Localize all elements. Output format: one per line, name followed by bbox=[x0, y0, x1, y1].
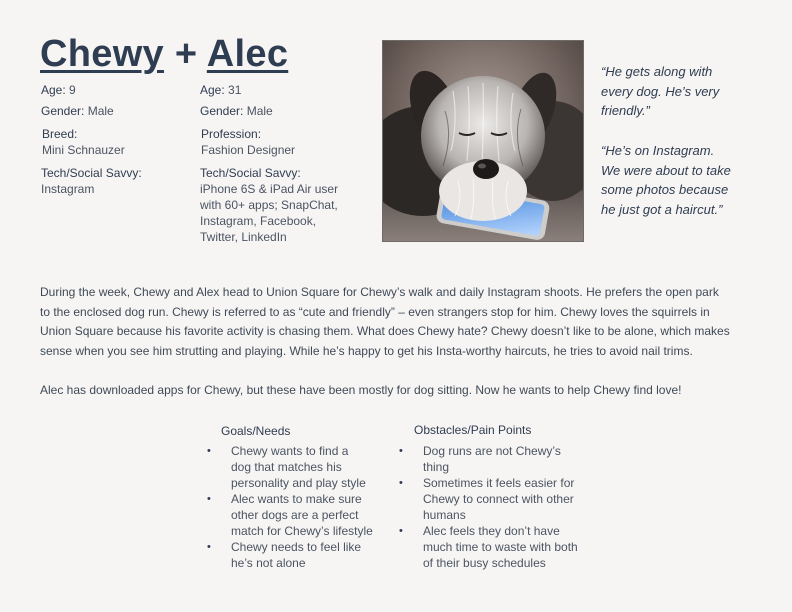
chewy-age bbox=[41, 82, 76, 98]
quote-2-line-4: he just got a haircut.” bbox=[601, 201, 723, 217]
bullet-icon: • bbox=[399, 445, 403, 457]
bullet-icon: • bbox=[399, 525, 403, 537]
goals-list bbox=[207, 443, 387, 571]
obstacle-2-line-3: humans bbox=[423, 508, 466, 522]
obstacle-3-line-2: much time to waste with both bbox=[423, 540, 578, 554]
goal-3-line-1: Chewy needs to feel like bbox=[231, 540, 362, 554]
obstacle-3-line-3: of their busy schedules bbox=[423, 556, 546, 570]
alec-tech-line-3: Instagram, Facebook, bbox=[200, 214, 317, 228]
obstacles-list bbox=[399, 443, 599, 571]
chewy-tech-value: Instagram bbox=[41, 182, 95, 196]
quote-2-line-3: some photos because bbox=[601, 182, 729, 197]
obstacles-heading: Obstacles/Pain Points bbox=[414, 423, 532, 437]
goal-3-line-2: he’s not alone bbox=[231, 556, 306, 570]
page-title bbox=[40, 32, 288, 76]
chewy-gender-label: Gender: bbox=[41, 104, 85, 118]
quote-1-line-2: every dog. He’s very bbox=[601, 83, 720, 99]
alec-gender-value: Male bbox=[246, 104, 273, 118]
chewy-tech bbox=[41, 165, 142, 197]
alec-age-value: 31 bbox=[228, 83, 242, 97]
chewy-gender bbox=[41, 103, 114, 119]
chewy-breed-value: Mini Schnauzer bbox=[42, 143, 125, 157]
alec-tech bbox=[200, 165, 338, 245]
bullet-icon: • bbox=[207, 493, 211, 505]
description-line-1: During the week, Chewy and Alex head to Union Square for Chewy’s walk and daily Instagram shoots. He prefers the open park bbox=[40, 285, 719, 299]
alec-age-label: Age: bbox=[200, 83, 225, 97]
alec-tech-line-1: iPhone 6S & iPad Air user bbox=[200, 182, 339, 196]
chewy-breed bbox=[42, 126, 125, 158]
list-item bbox=[399, 443, 599, 475]
quote-1 bbox=[601, 62, 771, 121]
list-item bbox=[399, 523, 599, 571]
description-paragraph bbox=[40, 283, 756, 361]
dog-photo-illustration bbox=[383, 41, 583, 241]
description-line-4: sense when you see him strutting and playing. While he’s happy to get his Insta-worthy haircuts, he tries to avoid nail trims. bbox=[40, 343, 693, 358]
goal-2-line-3: match for Chewy’s lifestyle bbox=[231, 524, 373, 538]
obstacle-2-line-1: Sometimes it feels easier for bbox=[423, 476, 575, 490]
description-line-2: to the enclosed dog run. Chewy is referred to as “cute and friendly” – even strangers stop for him. Chewy loves the squirrels in bbox=[40, 304, 710, 319]
chewy-breed-label: Breed: bbox=[42, 127, 78, 141]
goal-1-line-3: personality and play style bbox=[231, 476, 366, 490]
dog-photo bbox=[382, 40, 584, 242]
goal-2-line-1: Alec wants to make sure bbox=[231, 492, 362, 506]
description-line-3: Union Square because his favorite activity is chasing them. What does Chewy hate? Chewy doesn’t like to be alone, which makes bbox=[40, 324, 730, 338]
alec-gender bbox=[200, 103, 273, 119]
title-name-chewy: Chewy bbox=[40, 33, 164, 75]
quote-2-line-2: We were about to take bbox=[601, 162, 731, 178]
chewy-gender-value: Male bbox=[87, 104, 114, 118]
quote-1-line-3: friendly.” bbox=[601, 103, 650, 118]
alec-tech-label: Tech/Social Savvy: bbox=[200, 166, 301, 180]
obstacle-2-line-2: Chewy to connect with other bbox=[423, 492, 574, 506]
alec-profession bbox=[201, 126, 295, 158]
obstacle-1-line-2: thing bbox=[423, 460, 450, 474]
bullet-icon: • bbox=[399, 477, 403, 489]
list-item bbox=[207, 539, 387, 571]
list-item bbox=[399, 475, 599, 523]
alec-tech-line-2: with 60+ apps; SnapChat, bbox=[200, 198, 338, 212]
title-plus: + bbox=[174, 33, 198, 75]
list-item bbox=[207, 491, 387, 539]
alec-age bbox=[200, 82, 241, 98]
goal-1-line-1: Chewy wants to find a bbox=[231, 444, 349, 458]
quote-2-line-1: “He’s on Instagram. bbox=[601, 143, 715, 158]
quote-2 bbox=[601, 141, 771, 219]
chewy-age-value: 9 bbox=[69, 83, 76, 97]
bullet-icon: • bbox=[207, 541, 211, 553]
list-item bbox=[207, 443, 387, 491]
alec-gender-label: Gender: bbox=[200, 104, 244, 118]
chewy-age-label: Age: bbox=[41, 83, 66, 97]
chewy-tech-label: Tech/Social Savvy: bbox=[41, 166, 142, 180]
apps-paragraph: Alec has downloaded apps for Chewy, but these have been mostly for dog sitting. Now he wants to help Chewy find love! bbox=[40, 383, 682, 397]
alec-profession-value: Fashion Designer bbox=[201, 143, 296, 157]
alec-tech-line-4: Twitter, LinkedIn bbox=[200, 230, 287, 244]
goals-heading: Goals/Needs bbox=[221, 424, 291, 438]
bullet-icon: • bbox=[207, 445, 211, 457]
obstacle-1-line-1: Dog runs are not Chewy’s bbox=[423, 444, 561, 458]
quote-1-line-1: “He gets along with bbox=[601, 64, 713, 79]
goal-2-line-2: other dogs are a perfect bbox=[231, 508, 359, 522]
alec-profession-label: Profession: bbox=[201, 127, 262, 141]
obstacle-3-line-1: Alec feels they don’t have bbox=[423, 524, 560, 538]
title-name-alec: Alec bbox=[206, 33, 289, 75]
goal-1-line-2: dog that matches his bbox=[231, 460, 342, 474]
